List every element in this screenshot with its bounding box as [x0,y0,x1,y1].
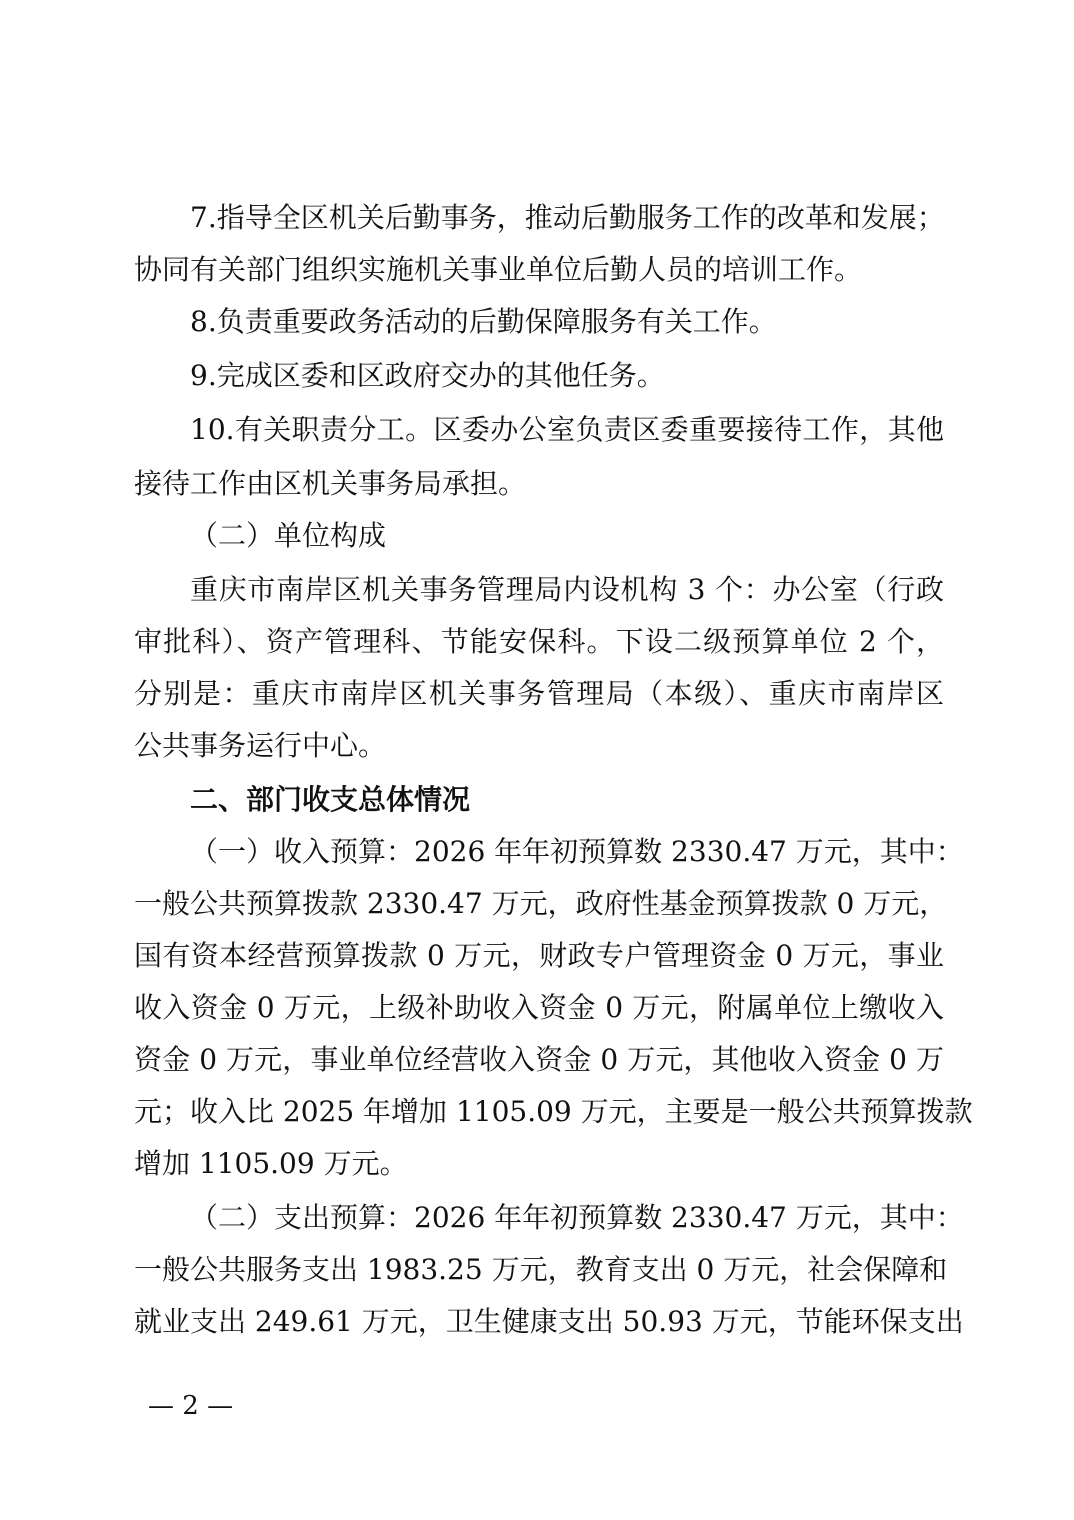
income-paragraph-line-2: 一般公共预算拨款 2330.47 万元，政府性基金预算拨款 0 万元， [134,887,948,920]
income-paragraph-line-7: 增加 1105.09 万元。 [134,1147,408,1180]
section-heading-budget-overview: 二、部门收支总体情况 [190,783,471,816]
item-7-line-1: 7.指导全区机关后勤事务，推动后勤服务工作的改革和发展； [190,201,945,234]
expense-paragraph-line-1: （二）支出预算：2026 年年初预算数 2330.47 万元，其中： [190,1201,964,1234]
unit-paragraph-line-4: 公共事务运行中心。 [134,729,387,762]
expense-paragraph-line-3: 就业支出 249.61 万元，卫生健康支出 50.93 万元，节能环保支出 [134,1305,964,1338]
income-paragraph-line-1: （一）收入预算：2026 年年初预算数 2330.47 万元，其中： [190,835,964,868]
item-8: 8.负责重要政务活动的后勤保障服务有关工作。 [190,305,777,338]
page-number: — 2 — [148,1391,234,1421]
section-heading-unit-composition: （二）单位构成 [190,519,387,552]
income-paragraph-line-6: 元；收入比 2025 年增加 1105.09 万元，主要是一般公共预算拨款 [134,1095,973,1128]
income-paragraph-line-3: 国有资本经营预算拨款 0 万元，财政专户管理资金 0 万元，事业 [134,939,944,972]
unit-paragraph-line-3: 分别是：重庆市南岸区机关事务管理局（本级）、重庆市南岸区 [134,677,944,710]
item-10-line-1: 10.有关职责分工。区委办公室负责区委重要接待工作，其他 [190,413,944,446]
item-7-line-2: 协同有关部门组织实施机关事业单位后勤人员的培训工作。 [134,253,863,286]
income-paragraph-line-4: 收入资金 0 万元，上级补助收入资金 0 万元，附属单位上缴收入 [134,991,944,1024]
income-paragraph-line-5: 资金 0 万元，事业单位经营收入资金 0 万元，其他收入资金 0 万 [134,1043,944,1076]
expense-paragraph-line-2: 一般公共服务支出 1983.25 万元，教育支出 0 万元，社会保障和 [134,1253,948,1286]
unit-paragraph-line-1: 重庆市南岸区机关事务管理局内设机构 3 个：办公室（行政 [190,573,944,606]
item-9: 9.完成区委和区政府交办的其他任务。 [190,359,665,392]
item-10-line-2: 接待工作由区机关事务局承担。 [134,467,527,500]
unit-paragraph-line-2: 审批科）、资产管理科、节能安保科。下设二级预算单位 2 个， [134,625,944,658]
